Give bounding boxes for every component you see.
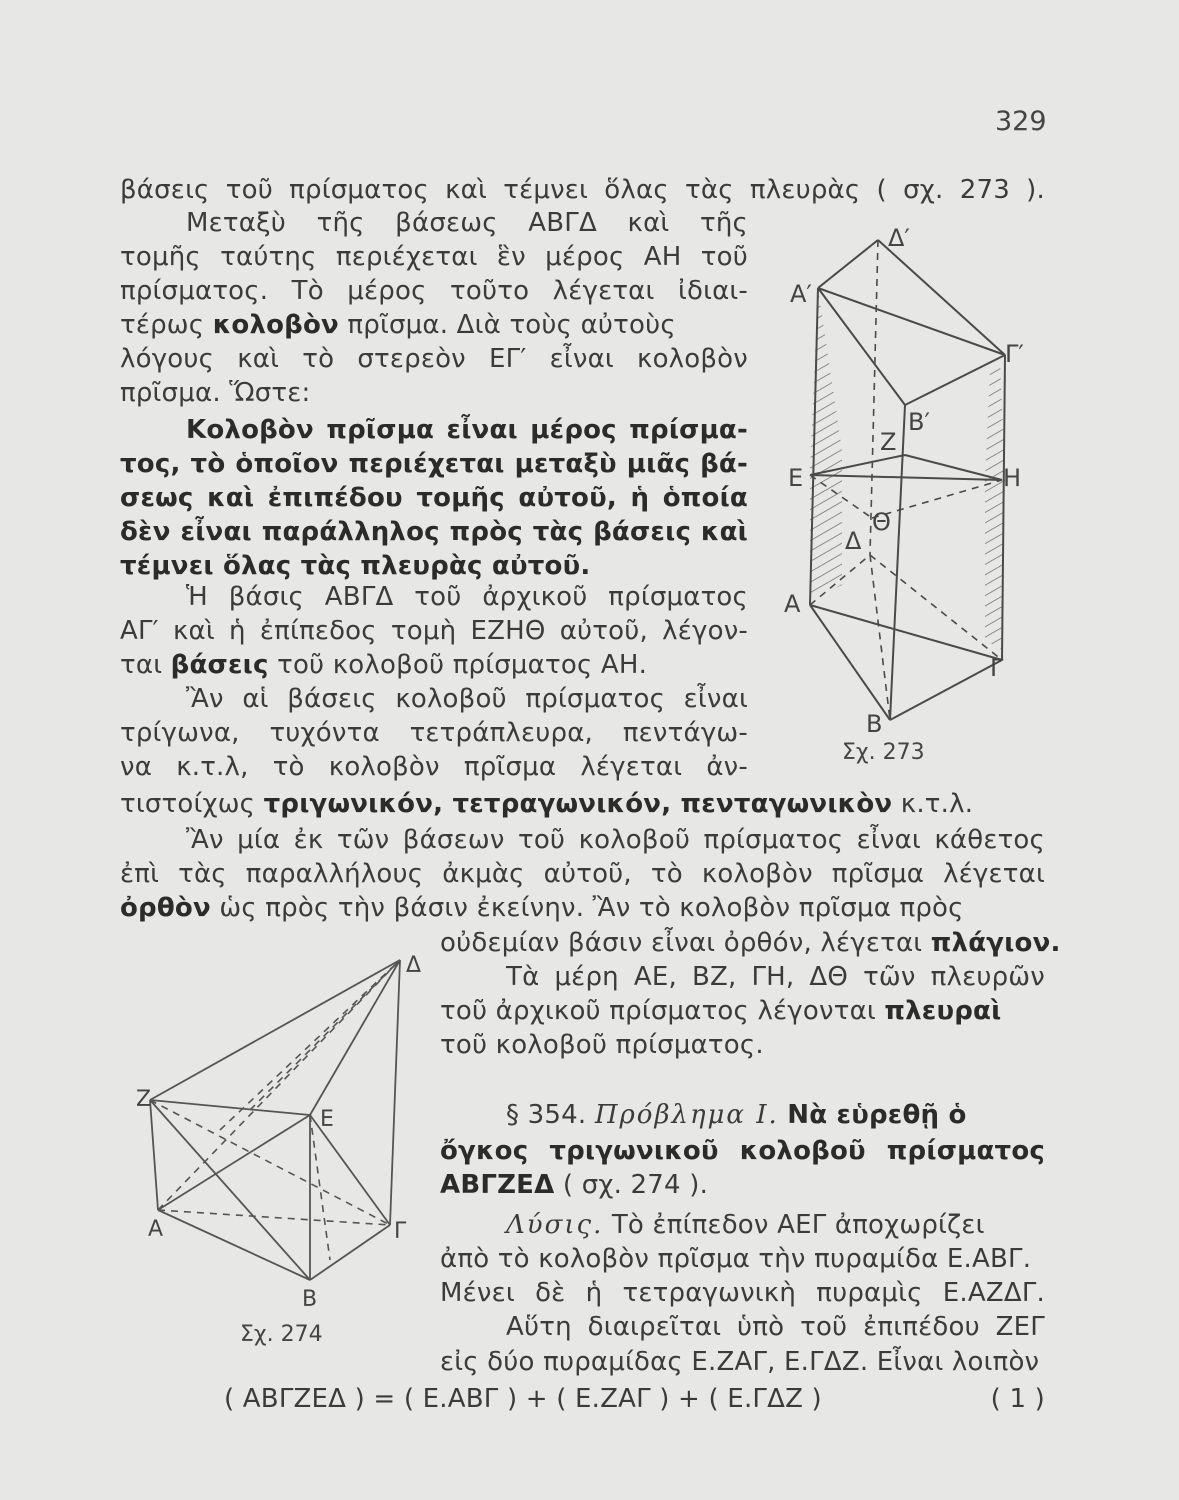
text-span: ὡς πρὸς τὴν βάσιν ἐκείνην. Ἂν τὸ κολοβὸν πρῖσμα πρὸς	[219, 893, 964, 923]
problem-statement: ὄγκος τριγωνικοῦ κολοβοῦ πρίσματος	[440, 1136, 1045, 1166]
edge	[150, 1100, 310, 1280]
text-span: τοῦ ἀρχικοῦ πρίσματος λέγονται	[440, 996, 876, 1026]
problem-label: Πρόβλημα Ι.	[594, 1100, 779, 1130]
vertex-label: Η	[1003, 464, 1022, 492]
text-span: τέρως	[120, 310, 205, 340]
text-line: λόγους καὶ τὸ στερεὸν ΕΓ′ εἶναι κολοβὸν	[120, 344, 748, 374]
vertex-label: Ζ	[136, 1087, 152, 1112]
problem-statement: ΑΒΓΖΕΔ	[440, 1170, 555, 1200]
text-line: Ἡ βάσις ΑΒΓΔ τοῦ ἀρχικοῦ πρίσματος	[186, 582, 748, 612]
hidden-edge	[310, 1115, 330, 1260]
vertex-label: Δ′	[888, 224, 910, 252]
text-span: τιστοίχως	[120, 789, 256, 819]
edge	[158, 1210, 310, 1280]
text-line: εἰς δύο πυραμίδας Ε.ΖΑΓ, Ε.ΓΔΖ. Εἶναι λοιπὸν	[440, 1347, 1040, 1377]
solution-label: Λύσις.	[506, 1210, 604, 1240]
text-span: τοῦ κολοβοῦ πρίσματος ΑΗ.	[277, 650, 648, 680]
equation-number: ( 1 )	[990, 1384, 1045, 1414]
edge	[150, 960, 400, 1100]
edge	[150, 1100, 158, 1210]
term-kolovon: κολοβὸν	[212, 310, 339, 340]
text-span: ( σχ. 274 ).	[562, 1170, 709, 1200]
definition-line: δὲν εἶναι παράλληλος πρὸς τὰς βάσεις καὶ	[120, 517, 748, 547]
vertex-label: Α	[148, 1217, 164, 1242]
hidden-edge	[150, 1100, 390, 1225]
term-orthon: ὀρθὸν	[120, 893, 211, 923]
term-plevrai: πλευραὶ	[884, 996, 1002, 1026]
text-line: βάσεις τοῦ πρίσματος καὶ τέμνει ὅλας τὰς πλευρὰς ( σχ. 273 ).	[120, 175, 1045, 205]
text-span: ται	[120, 650, 163, 680]
vertex-label: Ε	[788, 464, 804, 492]
text-line: Μεταξὺ τῆς βάσεως ΑΒΓΔ καὶ τῆς	[186, 208, 748, 238]
problem-statement: Νὰ εὑρεθῇ ὁ	[787, 1100, 967, 1130]
definition-line: σεως καὶ ἐπιπέδου τομῆς αὐτοῦ, ἡ ὁποία	[120, 483, 748, 513]
text-span: κ.τ.λ.	[900, 789, 974, 819]
text-line: ἀπὸ τὸ κολοβὸν πρῖσμα τὴν πυραμίδα Ε.ΑΒΓ.	[440, 1244, 1032, 1274]
text-line: Ἂν μία ἐκ τῶν βάσεων τοῦ κολοβοῦ πρίσματος εἶναι κάθετος	[186, 825, 1045, 855]
vertex-label: Γ	[394, 1219, 407, 1244]
vertex-label: Β	[302, 1287, 318, 1312]
text-line: τοῦ κολοβοῦ πρίσματος.	[440, 1030, 764, 1060]
definition-line: τος, τὸ ὁποῖον περιέχεται μεταξὺ μιᾶς βά-	[120, 449, 748, 479]
text-line: Τὰ μέρη ΑΕ, ΒΖ, ΓΗ, ΔΘ τῶν πλευρῶν	[506, 962, 1045, 992]
figure-caption: Σχ. 273	[842, 740, 925, 765]
vertex-label: Α′	[790, 280, 812, 308]
text-line: Αὕτη διαιρεῖται ὑπὸ τοῦ ἐπιπέδου ΖΕΓ	[506, 1312, 1045, 1342]
edge	[310, 1225, 390, 1280]
vertex-label: Β′	[908, 408, 930, 436]
text-line: Ἂν αἱ βάσεις κολοβοῦ πρίσματος εἶναι	[186, 684, 748, 714]
text-line: τομῆς ταύτης περιέχεται ἓν μέρος ΑΗ τοῦ	[120, 242, 748, 272]
vertex-label: Θ	[872, 508, 891, 536]
text-line: ἐπὶ τὰς παραλλήλους ἀκμὰς αὐτοῦ, τὸ κολοβὸν πρῖσμα λέγεται	[120, 859, 1045, 889]
definition-line: Κολοβὸν πρῖσμα εἶναι μέρος πρίσμα-	[186, 415, 748, 445]
term-plagion: πλάγιον.	[930, 928, 1061, 958]
vertex-label: Δ	[845, 527, 862, 555]
equation-body: ( ΑΒΓΖΕΔ ) = ( Ε.ΑΒΓ ) + ( Ε.ΖΑΓ ) + ( Ε.ΓΔΖ )	[224, 1384, 822, 1414]
hidden-edge	[158, 1210, 390, 1225]
figure-caption: Σχ. 274	[240, 1322, 323, 1347]
text-line: Μένει δὲ ἡ τετραγωνικὴ πυραμὶς Ε.ΑΖΔΓ.	[440, 1278, 1045, 1308]
text-line: τρίγωνα, τυχόντα τετράπλευρα, πεντάγω-	[120, 718, 748, 748]
definition-line: τέμνει ὅλας τὰς πλευρὰς αὐτοῦ.	[120, 551, 591, 581]
vertex-label: Γ	[990, 654, 1004, 682]
term-vaseis: βάσεις	[170, 650, 269, 680]
text-span: πρῖσμα. Διὰ τοὺς αὐτοὺς	[347, 310, 676, 340]
vertex-label: Γ′	[1005, 340, 1024, 368]
page-number: 329	[995, 106, 1047, 137]
vertex-label: Ε	[320, 1107, 334, 1132]
text-line: να κ.τ.λ, τὸ κολοβὸν πρῖσμα λέγεται ἀν-	[120, 752, 748, 782]
edge	[390, 960, 400, 1225]
vertex-label: Ζ	[880, 428, 897, 456]
vertex-label: Δ	[406, 953, 422, 978]
hidden-edge	[158, 960, 400, 1210]
vertex-label: Β	[866, 710, 883, 738]
section-number: § 354.	[506, 1100, 587, 1130]
term-types: τριγωνικόν, τετραγωνικόν, πενταγωνικὸν	[263, 789, 893, 819]
text-line: πρῖσμα. Ὥστε:	[120, 378, 311, 408]
text-span: οὐδεμίαν βάσιν εἶναι ὀρθόν, λέγεται	[440, 928, 923, 958]
text-span: Τὸ ἐπίπεδον ΑΕΓ ἀποχωρίζει	[611, 1210, 985, 1240]
vertex-label: Α	[784, 590, 801, 618]
text-line: ΑΓ′ καὶ ἡ ἐπίπεδος τομὴ ΕΖΗΘ αὐτοῦ, λέγον-	[120, 616, 748, 646]
edge	[310, 960, 400, 1115]
text-line: πρίσματος. Τὸ μέρος τοῦτο λέγεται ἰδιαι-	[120, 276, 748, 306]
